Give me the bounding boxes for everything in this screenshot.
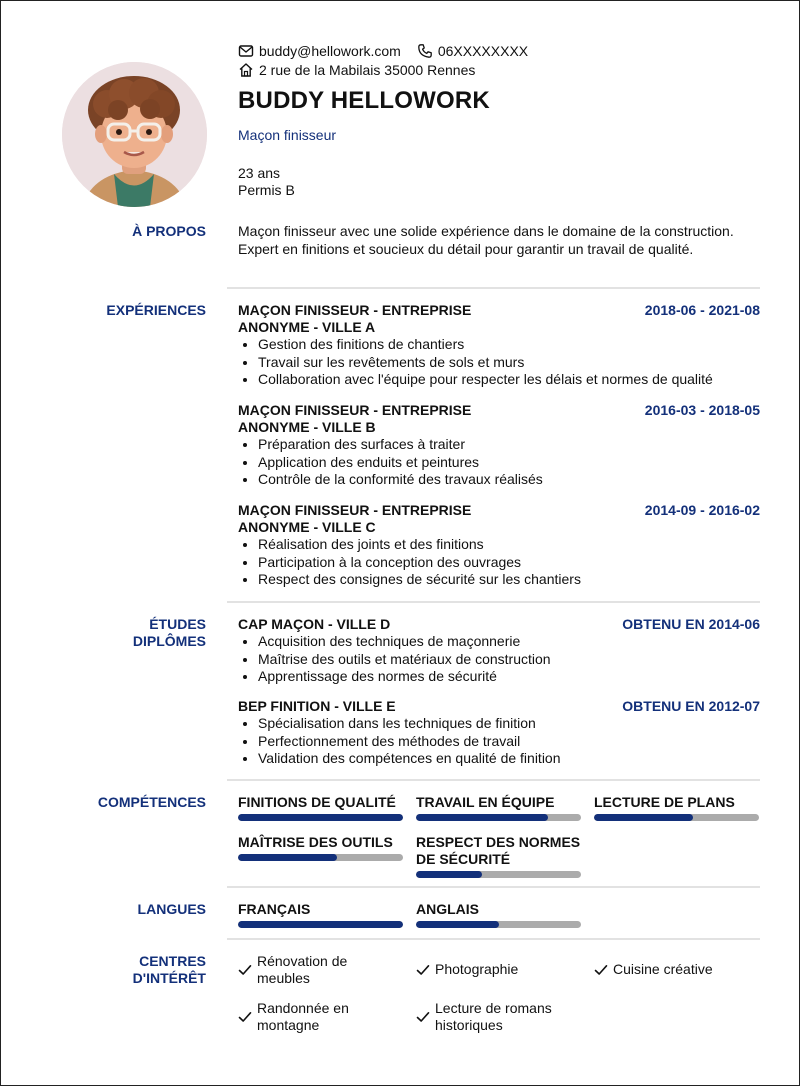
skill-bar-fill xyxy=(594,814,693,821)
avatar-illustration xyxy=(62,62,207,207)
experience-title: MAÇON FINISSEUR - ENTREPRISE ANONYME - VILLE A xyxy=(238,302,472,335)
experience-bullets xyxy=(238,336,760,389)
address-item xyxy=(238,62,475,78)
language-name: ANGLAIS xyxy=(416,901,479,917)
list-item: • Gestion des finitions de chantiers xyxy=(258,336,760,354)
about-text: Maçon finisseur avec une solide expérience dans le domaine de la construction. Expert en finitions et soucieux du détail pour garantir un travail de qualité. xyxy=(238,223,734,257)
job-title: Maçon finisseur xyxy=(238,127,337,143)
contact-row xyxy=(238,41,760,60)
check-icon xyxy=(238,1010,252,1024)
interest-label: Cuisine créative xyxy=(613,961,713,978)
list-item: • Perfectionnement des méthodes de travail xyxy=(258,733,760,751)
skill-name: TRAVAIL EN ÉQUIPE xyxy=(416,794,555,810)
education-date: OBTENU EN 2012-07 xyxy=(622,698,760,714)
list-item: • Application des enduits et peintures xyxy=(258,454,760,472)
education-item xyxy=(238,616,760,686)
email-item[interactable] xyxy=(238,43,401,59)
list-item: • Réalisation des joints et des finitions xyxy=(258,536,760,554)
education-title-line1: ÉTUDES xyxy=(149,616,206,632)
interest-label: Rénovation de meubles xyxy=(257,952,348,986)
interest-label: Lecture de romans historiques xyxy=(435,999,552,1033)
list-item: • Contrôle de la conformité des travaux réalisés xyxy=(258,471,760,489)
address-row xyxy=(238,60,760,79)
age: 23 ans xyxy=(238,165,281,181)
experience-bullets xyxy=(238,536,760,589)
check-icon xyxy=(416,1010,430,1024)
language-item xyxy=(416,901,581,928)
list-item: • Préparation des surfaces à traiter xyxy=(258,436,760,454)
list-item: • Collaboration avec l'équipe pour respecter les délais et normes de qualité xyxy=(258,371,760,389)
address-text: 2 rue de la Mabilais 35000 Rennes xyxy=(259,61,476,78)
driving-license: Permis B xyxy=(238,182,295,198)
check-icon xyxy=(238,963,252,977)
language-item xyxy=(238,901,403,928)
separator xyxy=(227,601,760,603)
list-item: • Travail sur les revêtements de sols et murs xyxy=(258,354,760,372)
header xyxy=(238,41,760,199)
skill-bar-fill xyxy=(238,814,403,821)
about-title: À PROPOS xyxy=(132,223,206,239)
interest-item xyxy=(238,1000,403,1035)
skill-bar xyxy=(238,814,403,821)
interests-grid xyxy=(238,952,760,1035)
languages-grid xyxy=(238,901,760,928)
phone-item[interactable] xyxy=(417,43,528,59)
education-date: OBTENU EN 2014-06 xyxy=(622,616,760,632)
home-icon xyxy=(238,62,254,78)
education-bullets xyxy=(238,715,760,768)
check-icon xyxy=(594,963,608,977)
education-degree: BEP FINITION - VILLE E xyxy=(238,698,396,714)
language-bar-fill xyxy=(416,921,499,928)
list-item: • Participation à la conception des ouvrages xyxy=(258,554,760,572)
experience-date: 2014-09 - 2016-02 xyxy=(644,502,760,518)
list-item: • Apprentissage des normes de sécurité xyxy=(258,668,760,686)
list-item: • Validation des compétences en qualité de finition xyxy=(258,750,760,768)
list-item: • Spécialisation dans les techniques de finition xyxy=(258,715,760,733)
education-bullets xyxy=(238,633,760,686)
separator xyxy=(227,779,760,781)
skill-bar xyxy=(238,854,403,861)
skill-bar-fill xyxy=(416,814,548,821)
experience-bullets xyxy=(238,436,760,489)
interest-item xyxy=(416,1000,581,1035)
skill-item xyxy=(416,834,581,878)
language-bar xyxy=(416,921,581,928)
skills-title: COMPÉTENCES xyxy=(97,794,206,810)
list-item: • Acquisition des techniques de maçonnerie xyxy=(258,633,760,651)
list-item: • Respect des consignes de sécurité sur les chantiers xyxy=(258,571,760,589)
skills-grid xyxy=(238,794,760,878)
language-name: FRANÇAIS xyxy=(238,901,311,917)
interest-item xyxy=(238,953,403,988)
phone-text: 06XXXXXXXX xyxy=(437,42,529,59)
separator xyxy=(227,938,760,940)
skill-name: FINITIONS DE QUALITÉ xyxy=(238,794,396,810)
skill-bar xyxy=(416,814,581,821)
language-bar-fill xyxy=(238,921,403,928)
phone-icon xyxy=(417,43,433,59)
envelope-icon xyxy=(238,43,254,59)
interest-label: Randonnée en montagne xyxy=(257,999,349,1033)
experience-date: 2016-03 - 2018-05 xyxy=(644,402,760,418)
experience-item xyxy=(238,302,760,389)
skill-name: MAÎTRISE DES OUTILS xyxy=(238,834,393,850)
interests-title-line1: CENTRES xyxy=(139,953,206,969)
skill-bar xyxy=(416,871,581,878)
email-text: buddy@hellowork.com xyxy=(259,42,401,59)
education-title xyxy=(41,616,206,650)
languages-title: LANGUES xyxy=(137,901,206,917)
language-bar xyxy=(238,921,403,928)
interest-item xyxy=(416,961,581,979)
experience-item xyxy=(238,502,760,589)
skill-item xyxy=(416,794,581,821)
skill-item xyxy=(594,794,759,821)
experiences-title: EXPÉRIENCES xyxy=(106,302,206,318)
education-degree: CAP MAÇON - VILLE D xyxy=(238,616,391,632)
candidate-name: BUDDY HELLOWORK xyxy=(238,87,490,114)
list-item: • Maîtrise des outils et matériaux de construction xyxy=(258,651,760,669)
skill-bar-fill xyxy=(416,871,482,878)
avatar xyxy=(62,62,207,207)
skill-name: RESPECT DES NORMES DE SÉCURITÉ xyxy=(416,834,581,867)
interests-title-line2: D'INTÉRÊT xyxy=(132,970,206,986)
check-icon xyxy=(416,963,430,977)
separator xyxy=(227,886,760,888)
skill-bar xyxy=(594,814,759,821)
skill-name: LECTURE DE PLANS xyxy=(594,794,735,810)
experience-date: 2018-06 - 2021-08 xyxy=(644,302,760,318)
skill-item xyxy=(238,834,403,878)
education-item xyxy=(238,698,760,768)
skill-item xyxy=(238,794,403,821)
separator xyxy=(227,287,760,289)
experience-title: MAÇON FINISSEUR - ENTREPRISE ANONYME - VILLE B xyxy=(238,402,472,435)
interest-item xyxy=(594,961,759,979)
interest-label: Photographie xyxy=(435,961,519,978)
experience-title: MAÇON FINISSEUR - ENTREPRISE ANONYME - VILLE C xyxy=(238,502,472,535)
personal-info xyxy=(238,165,760,199)
experience-item xyxy=(238,402,760,489)
skill-bar-fill xyxy=(238,854,337,861)
interests-title xyxy=(41,953,206,987)
education-title-line2: DIPLÔMES xyxy=(132,633,206,649)
